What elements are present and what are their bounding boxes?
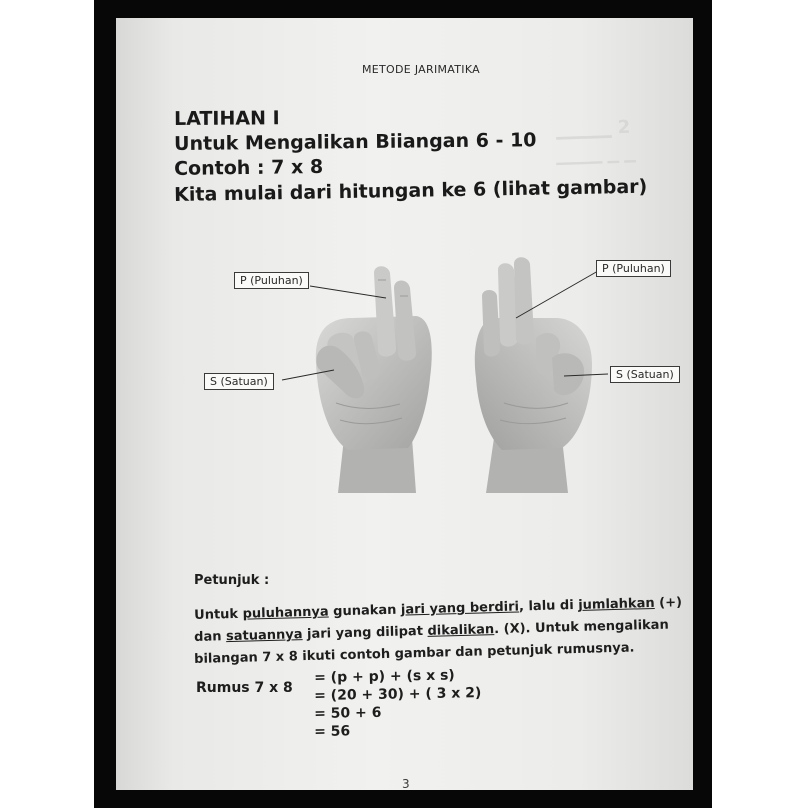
petunjuk-line-3: bilangan 7 x 8 ikuti contoh gambar dan petunjuk rumusnya.	[194, 640, 635, 667]
rumus-step-1: = (p + p) + (s x s)	[314, 667, 455, 686]
label-left-satuan: S (Satuan)	[204, 373, 274, 390]
text: Untuk	[194, 606, 243, 623]
underlined-term: satuannya	[225, 627, 303, 645]
left-hand	[316, 266, 432, 493]
rumus-step-3: = 50 + 6	[314, 704, 382, 722]
text: , lalu di	[518, 597, 579, 615]
rumus-step-2: = (20 + 30) + ( 3 x 2)	[314, 685, 482, 704]
bleed-through: ▁▁▁▁ ▁ ▁	[555, 144, 636, 166]
running-header: METODE JARIMATIKA	[362, 63, 480, 76]
text: . (X). Untuk mengalikan	[494, 617, 669, 638]
label-left-puluhan: P (Puluhan)	[234, 272, 309, 289]
text: dan	[194, 629, 227, 645]
petunjuk-heading: Petunjuk :	[194, 573, 270, 588]
exercise-subtitle: Untuk Mengalikan Biiangan 6 - 10	[174, 129, 537, 155]
bleed-through: ▁▁▁▁ 2	[555, 116, 631, 141]
underlined-term: dikalikan	[427, 622, 495, 639]
book-page	[116, 18, 693, 790]
label-right-satuan: S (Satuan)	[610, 366, 680, 383]
label-right-puluhan: P (Puluhan)	[596, 260, 671, 277]
page-number: 3	[402, 777, 410, 790]
text: (+)	[654, 595, 683, 611]
rumus-label: Rumus 7 x 8	[196, 680, 293, 696]
underlined-term: jari yang berdiri	[400, 599, 520, 618]
example-line: Contoh : 7 x 8	[174, 155, 324, 180]
exercise-title: LATIHAN I	[174, 107, 280, 130]
underlined-term: puluhannya	[242, 604, 329, 622]
leader-line	[310, 286, 386, 298]
rumus-step-4: = 56	[314, 723, 351, 740]
text: jari yang dilipat	[302, 623, 428, 643]
underlined-term: jumlahkan	[578, 595, 655, 613]
text: gunakan	[328, 602, 402, 620]
instruction-line: Kita mulai dari hitungan ke 6 (lihat gambar)	[174, 175, 648, 206]
